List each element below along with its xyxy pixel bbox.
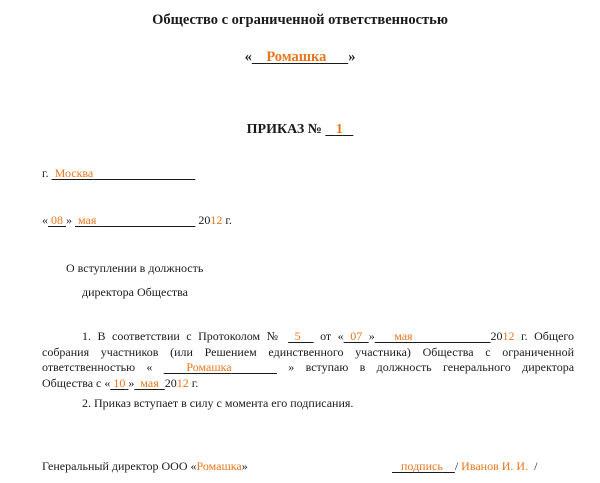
paragraph-1-line-3: [42, 360, 574, 376]
protocol-month: мая: [394, 329, 413, 343]
p1-text-a: 1. В соответствии с Протоколом №: [82, 329, 282, 343]
p1-l3-text-b: » вступаю в должность генерального директора: [288, 360, 575, 375]
signature-quote-close: »: [241, 459, 248, 473]
signatory-name: Иванов И. И.: [461, 459, 529, 473]
date-day: 08: [51, 213, 63, 227]
p1-text-c: »: [368, 329, 375, 343]
p1-company-field: [164, 360, 277, 374]
p1-l4-text-b: »: [128, 375, 135, 390]
effective-day-field: [110, 376, 128, 390]
p1-l3-text-a: ответственностью «: [42, 360, 153, 375]
effective-month-field: [134, 376, 164, 390]
company-name: Ромашка: [266, 49, 327, 65]
order-title-text: ПРИКАЗ №: [246, 122, 322, 137]
date-year-prefix: 20: [198, 213, 211, 227]
subject-line-2: директора Общества: [82, 285, 188, 299]
city-line: [42, 166, 195, 181]
order-title: [0, 121, 600, 139]
protocol-number-field: [288, 329, 314, 343]
order-number-field: [325, 122, 353, 137]
p1-company: Ромашка: [186, 360, 232, 375]
paragraph-2: 2. Приказ вступает в силу с момента его подписания.: [82, 396, 354, 410]
date-line: « 08 » мая 2012 г.: [42, 213, 232, 227]
protocol-day-field: [344, 329, 369, 343]
date-month: мая: [78, 213, 97, 227]
p1-l4-year-suffix: 12: [176, 375, 189, 390]
protocol-day: 07: [350, 329, 363, 343]
paragraph-1-line-1: [42, 329, 574, 345]
signature-field: [392, 459, 455, 473]
company-name-field: [252, 49, 348, 65]
p1-year-prefix: 20: [490, 329, 503, 343]
company-name-heading: [0, 48, 600, 66]
paragraph-1: [42, 329, 574, 391]
signature-slash-end: /: [534, 459, 538, 473]
org-type-text: Общество с ограниченной ответственностью: [152, 12, 448, 28]
p1-l4-text-a: Общества с «: [42, 375, 111, 390]
p1-l4-text-c: г.: [191, 375, 199, 390]
p1-text-d: г. Общего: [521, 329, 575, 343]
date-month-field: [75, 213, 195, 227]
date-day-field: [48, 213, 66, 227]
signature-position: [42, 459, 248, 474]
signature-block: [392, 459, 537, 474]
p1-l4-year-prefix: 20: [164, 375, 177, 390]
order-number: 1: [335, 122, 343, 137]
protocol-number: 5: [294, 329, 301, 343]
p1-year-suffix: 12: [502, 329, 515, 343]
date-year-suffix: 12: [210, 213, 223, 227]
p1-text-b: от «: [320, 329, 344, 343]
quote-close: »: [348, 49, 356, 65]
date-year-label: г.: [225, 213, 232, 227]
quote-open: «: [244, 49, 252, 65]
signature-slash: /: [454, 459, 459, 473]
paragraph-1-line-4: [42, 376, 574, 392]
subject-line-1: О вступлении в должность: [66, 261, 204, 275]
city-prefix: г.: [42, 166, 49, 180]
signature-company: Ромашка: [196, 459, 242, 473]
signature-label: подпись: [401, 459, 443, 473]
city-field: [52, 166, 196, 180]
effective-month: мая: [140, 375, 159, 390]
protocol-month-field: [375, 329, 491, 343]
city-name: Москва: [54, 166, 94, 180]
signature-position-text: Генеральный директор ООО «: [42, 459, 197, 473]
paragraph-1-line-2: собрания участников (или Решением единственного участника) Общества с ограниченной: [42, 344, 574, 359]
org-type-heading: [0, 11, 600, 29]
effective-day: 10: [113, 375, 126, 390]
